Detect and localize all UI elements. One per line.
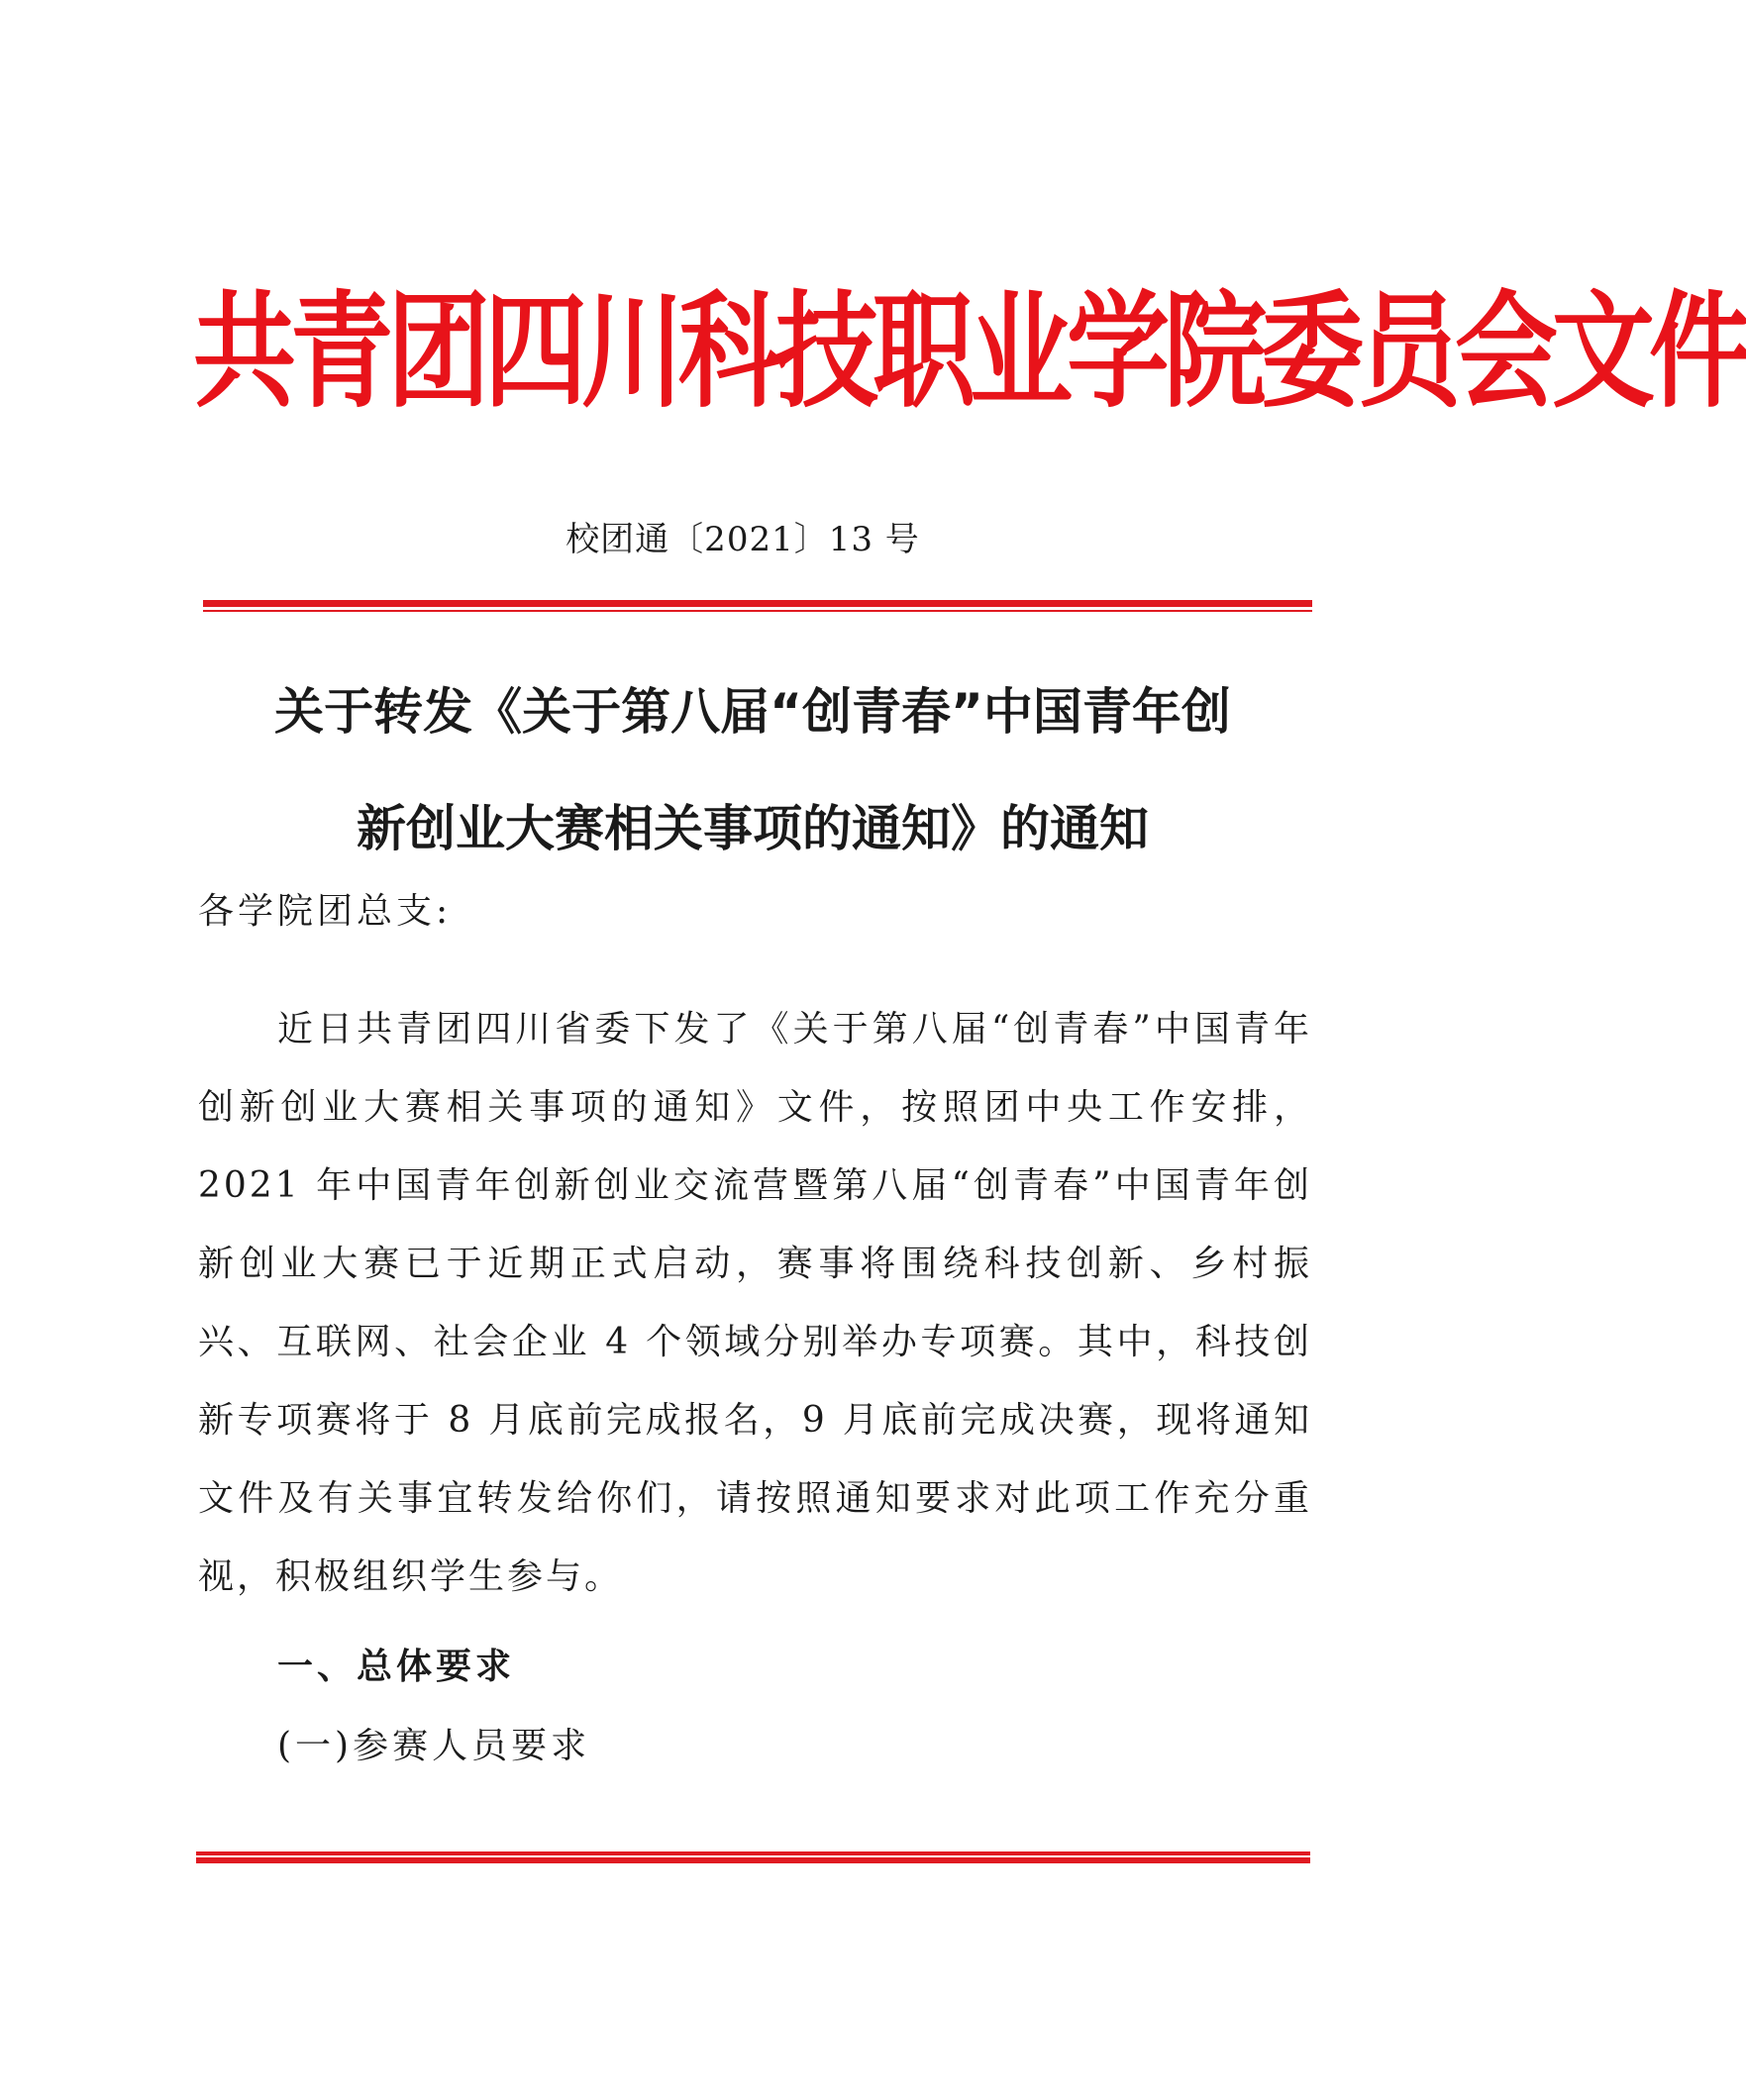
document-title	[193, 653, 1312, 887]
document-number: 校团通〔2021〕13 号	[565, 520, 920, 559]
subsection-heading-participant-requirements: (一)参赛人员要求	[277, 1726, 591, 1766]
top-red-rule	[203, 600, 1312, 607]
salutation: 各学院团总支:	[198, 891, 453, 932]
bottom-red-rule-thin	[196, 1851, 1310, 1855]
body-paragraph: 近日共青团四川省委下发了《关于第八届“创青春”中国青年创新创业大赛相关事项的通知》文件，按照团中央工作安排，2021 年中国青年创新创业交流营暨第八届“创青春”中国青年创新创业大赛已于近期正式启动，赛事将围绕科技创新、乡村振兴、互联网、社会企业 4 个领域分别举办专项赛。其中，科技创新专项赛将于 8 月底前完成报名，9 月底前完成决赛，现将通知文件及有关事宜转发给你们，请按照通知要求对此项工作充分重视，积极组织学生参与。	[198, 1009, 1312, 1597]
top-red-rule-thin	[203, 610, 1312, 612]
title-line-2: 新创业大赛相关事项的通知》的通知	[357, 800, 1149, 857]
section-heading-general-requirements: 一、总体要求	[277, 1647, 516, 1687]
title-line-1: 关于转发《关于第八届“创青春”中国青年创	[274, 683, 1231, 741]
red-masthead: 共青团四川科技职业学院委员会文件	[193, 277, 1746, 426]
bottom-red-rule	[196, 1857, 1310, 1863]
